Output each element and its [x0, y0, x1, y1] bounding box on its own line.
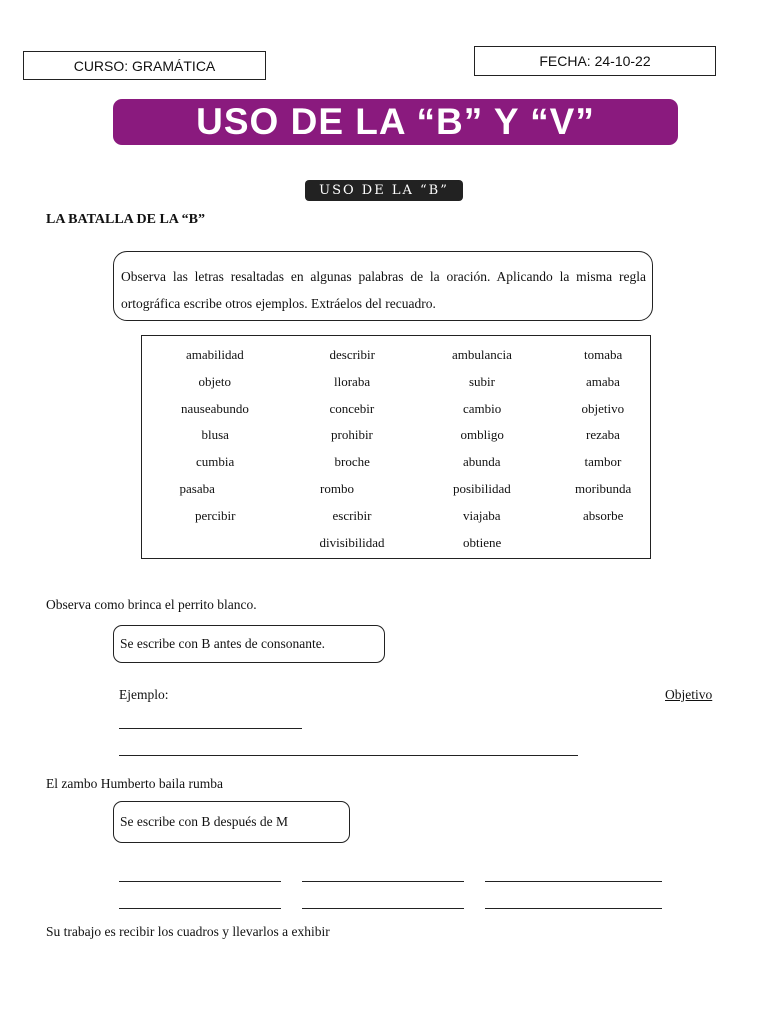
word-bank-box: [141, 335, 651, 559]
word-bank-item: escribir: [332, 507, 372, 523]
date-label: [474, 46, 716, 76]
word-bank-item: lloraba: [334, 373, 371, 389]
rule2-text: Se escribe con B después de M: [120, 814, 288, 829]
example1-sentence: Observa como brinca el perrito blanco.: [46, 597, 257, 612]
word-bank-item: amaba: [586, 373, 620, 389]
word-bank-item: abunda: [463, 454, 501, 470]
answer-blank[interactable]: [302, 908, 464, 909]
answer-blank[interactable]: [119, 755, 578, 756]
word-bank-item: cumbia: [196, 454, 235, 470]
page-title: USO DE LA “B” Y “V”: [113, 99, 678, 145]
word-bank-item: tambor: [584, 454, 622, 470]
word-bank-item: blusa: [201, 427, 229, 443]
answer-blank[interactable]: [119, 908, 281, 909]
word-bank-item: tomaba: [584, 347, 623, 362]
word-bank-item: rombo: [320, 481, 354, 496]
word-bank-item: percibir: [195, 507, 236, 523]
instructions-box: [113, 251, 653, 321]
word-bank-item: divisibilidad: [319, 534, 385, 550]
word-bank-item: amabilidad: [186, 347, 244, 362]
rule1-box: [113, 625, 385, 663]
word-bank-item: subir: [469, 373, 495, 389]
rule1-text: Se escribe con B antes de consonante.: [120, 636, 326, 651]
rule2-box: [113, 801, 350, 843]
word-bank-item: broche: [334, 454, 370, 470]
answer-blank[interactable]: [119, 881, 281, 882]
answer-blank[interactable]: [302, 881, 464, 882]
word-bank-item: viajaba: [463, 507, 501, 523]
answer-blank[interactable]: [485, 908, 662, 909]
answer-blank[interactable]: [485, 881, 662, 882]
word-bank-item: moribunda: [575, 481, 632, 496]
word-bank-item: objetivo: [581, 400, 625, 416]
word-bank-item: absorbe: [583, 507, 624, 523]
word-bank-item: objeto: [198, 373, 231, 389]
word-bank-item: ambulancia: [452, 347, 512, 362]
word-bank-item: cambio: [463, 400, 502, 416]
course-label: [23, 51, 266, 80]
word-bank-item: obtiene: [463, 534, 502, 550]
word-bank-item: nauseabundo: [181, 400, 249, 416]
example2-sentence: El zambo Humberto baila rumba: [46, 776, 223, 791]
date-text: FECHA: 24-10-22: [539, 53, 651, 69]
instructions-text: Observa las letras resaltadas en algunas palabras de la oración. Aplicando la misma regla ortográfica escribe otros ejemplos. Extráelos del recuadro.: [121, 269, 646, 311]
word-bank-item: describir: [329, 347, 375, 362]
example-word: Objetivo: [665, 687, 713, 702]
word-bank-item: posibilidad: [453, 481, 511, 496]
word-bank-item: concebir: [329, 400, 375, 416]
word-bank-item: rezaba: [586, 427, 620, 443]
final-sentence: Su trabajo es recibir los cuadros y llevarlos a exhibir: [46, 924, 330, 939]
word-bank-item: prohibir: [331, 427, 373, 443]
word-bank-item: pasaba: [179, 481, 215, 496]
subtitle-pill: USO DE LA “B”: [305, 180, 463, 201]
answer-blank[interactable]: [119, 728, 302, 729]
course-text: CURSO: GRAMÁTICA: [73, 57, 216, 74]
example-label: Ejemplo:: [119, 687, 169, 702]
section-title: LA BATALLA DE LA “B”: [46, 212, 205, 227]
word-bank-item: ombligo: [460, 427, 504, 443]
